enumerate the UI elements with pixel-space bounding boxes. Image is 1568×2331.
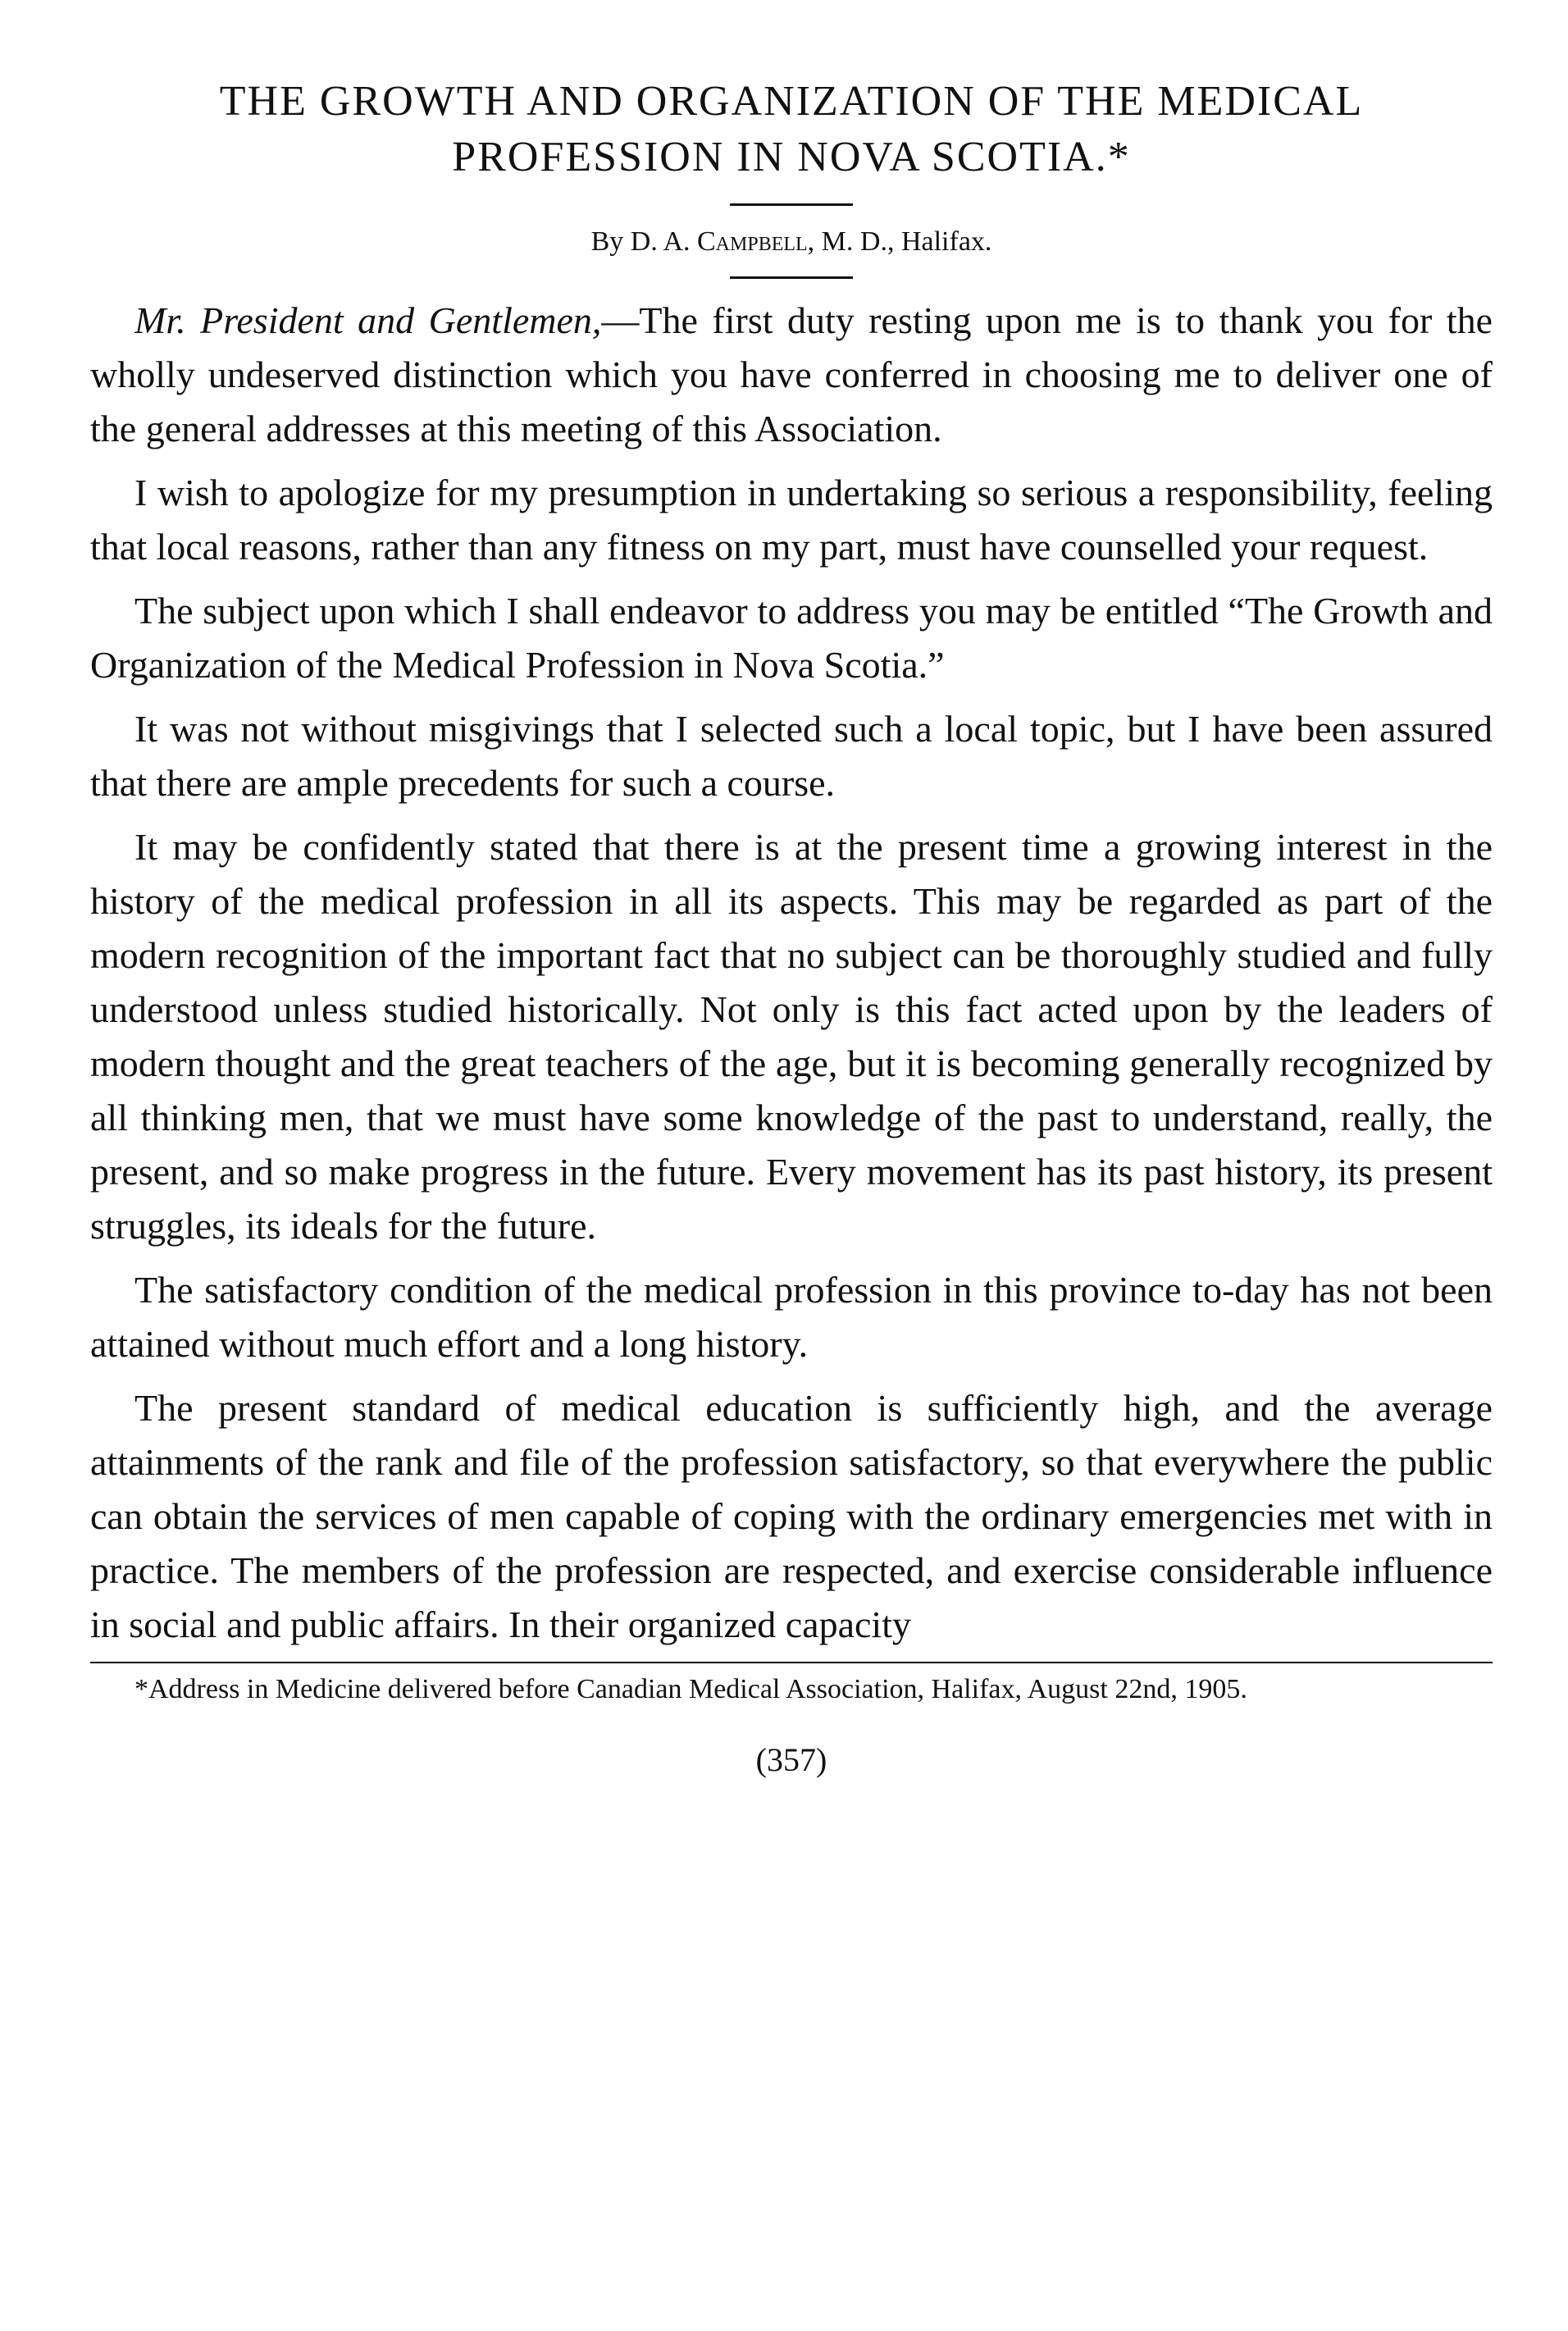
byline-divider bbox=[730, 276, 853, 279]
paragraph-2: I wish to apologize for my presumption in undertaking so serious a responsibility, feeling that local reasons, rather than any fitness on my part, must have counselled your request. bbox=[90, 472, 1493, 568]
article-body bbox=[90, 294, 1493, 1652]
salutation: Mr. President and Gentlemen, bbox=[134, 299, 602, 341]
paragraph-5: It may be confidently stated that there is at the present time a growing interest in the history of the medical profession in all its aspects. This may be regarded as part of the modern recognition of the important fact that no subject can be thoroughly studied and fully understood unless studied historically. Not only is this fact acted upon by the leaders of modern thought and the great teachers of the age, but it is becoming generally recognized by all thinking men, that we must have some knowledge of the past to understand, really, the present, and so make progress in the future. Every movement has its past history, its present struggles, its ideals for the future. bbox=[90, 826, 1493, 1247]
byline bbox=[90, 224, 1493, 260]
paragraph-6: The satisfactory condition of the medical profession in this province to-day has not been attained without much effort and a long history. bbox=[90, 1269, 1493, 1365]
byline-prefix: By bbox=[590, 226, 624, 257]
title-line-1: THE GROWTH AND ORGANIZATION OF THE MEDICAL bbox=[219, 78, 1364, 125]
footnote-divider bbox=[90, 1662, 1493, 1663]
byline-place: Halifax. bbox=[900, 226, 992, 257]
page-number: (357) bbox=[755, 1741, 827, 1778]
paragraph-1-text: —The first duty resting upon me is to thank you for the wholly undeserved distinction which you have conferred in choosing me to deliver one of the general addresses at this meeting of this Association. bbox=[90, 299, 1493, 449]
title-divider bbox=[730, 203, 853, 206]
paragraph-3: The subject upon which I shall endeavor to address you may be entitled “The Growth and Organization of the Medical Profession in Nova Scotia.” bbox=[90, 590, 1493, 686]
paragraph-7: The present standard of medical education is sufficiently high, and the average attainments of the rank and file of the profession satisfactory, so that everywhere the public can obtain the services of men capable of coping with the ordinary emergencies met with in practice. The members of the profession are respected, and exercise considerable influence in social and public affairs. In their organized capacity bbox=[90, 1387, 1493, 1645]
title-line-2: PROFESSION IN NOVA SCOTIA.* bbox=[452, 134, 1131, 180]
paragraph-4: It was not without misgivings that I selected such a local topic, but I have been assured that there are ample precedents for such a course. bbox=[90, 708, 1493, 804]
article-title bbox=[90, 74, 1493, 185]
footnote: *Address in Medicine delivered before Canadian Medical Association, Halifax, August 22nd, 1905. bbox=[134, 1674, 1247, 1704]
paragraph-1 bbox=[90, 294, 1493, 456]
byline-author: D. A. Campbell, M. D., bbox=[630, 226, 895, 257]
document-page bbox=[90, 74, 1493, 1779]
